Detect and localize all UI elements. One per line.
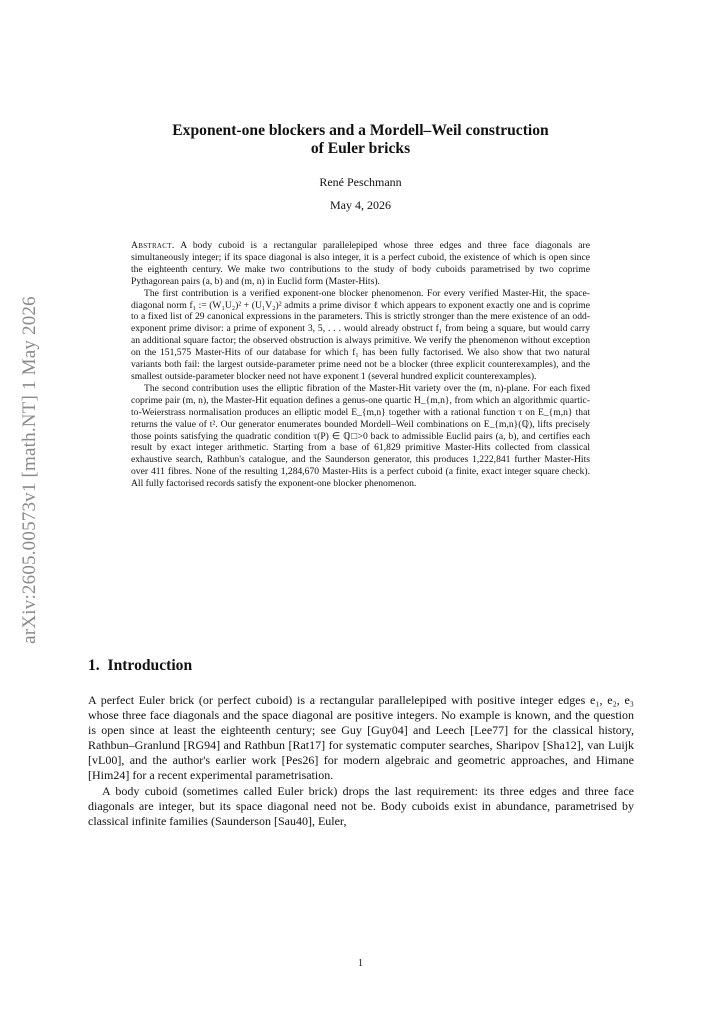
abstract-paragraph-2: The first contribution is a verified exponent-one blocker phenomenon. For every verified Master-Hit, the space-diagonal norm f₁ := (W₁U₂)² + (U₁V₂)² admits a prime divisor ℓ which appears to exponent exactly one and is coprime to a fixed list of 29 canonical expressions in the parameters. This is strictly stronger than the mere existence of an odd-exponent prime divisor: a prime of exponent 3, 5, . . . would already obstruct f₁ from being a square, but would carry an additional square factor; the observed obstruction is always primitive. We verify the phenomenon without exception on the 151,575 Master-Hits of our database for which f₁ has been fully factorised. We also show that two natural variants both fail: the largest outside-parameter prime need not be a blocker (three explicit counterexamples), and the smallest outside-parameter blocker need not have exponent 1 (several hundred explicit counterexamples). <box>131 287 590 382</box>
intro-paragraph-2: A body cuboid (sometimes called Euler brick) drops the last requirement: its three edges and three face diagonals are integer, but its space diagonal need not be. Body cuboids exist in abundance, parametrised by classical infinite families (Saunderson [Sau40], Euler, <box>88 783 634 828</box>
title-line-1: Exponent-one blockers and a Mordell–Weil construction <box>172 122 549 139</box>
abstract-paragraph-1 <box>131 240 590 288</box>
section-heading-introduction <box>88 657 192 675</box>
paper-title <box>100 122 621 158</box>
section-title: Introduction <box>107 657 193 674</box>
paper-date: May 4, 2026 <box>330 198 391 212</box>
intro-paragraph-1: A perfect Euler brick (or perfect cuboid) is a rectangular parallelepiped with positive integer edges e₁, e₂, e₃ whose three face diagonals and the space diagonal are positive integers. No example is known, and the question is open since at least the eighteenth century; see Guy [Guy04] and Leech [Lee77] for the classical history, Rathbun–Granlund [RG94] and Rathbun [Rat17] for systematic computer searches, Sharipov [Sha12], van Luijk [vL00], and the author's earlier work [Pes26] for modern algebraic and geometric approaches, and Himane [Him24] for a recent experimental parametrisation. <box>88 693 634 783</box>
abstract-label: Abstract. <box>131 240 175 251</box>
abstract-p1-text: A body cuboid is a rectangular parallelepiped whose three edges and three face diagonals are simultaneously integer; if its space diagonal is also integer, it is a perfect cuboid, the existence of which is open since the eighteenth century. We make two contributions to the study of body cuboids parametrised by two coprime Pythagorean pairs (a, b) and (m, n) in Euclid form (Master-Hits). <box>131 240 590 287</box>
arxiv-identifier: arXiv:2605.00573v1 [math.NT] 1 May 2026 <box>19 296 40 644</box>
introduction-body <box>88 693 634 829</box>
abstract <box>131 240 590 490</box>
section-number: 1. <box>88 657 100 674</box>
author-name: René Peschmann <box>319 175 402 189</box>
page-number: 1 <box>358 958 363 969</box>
title-line-2: of Euler bricks <box>310 140 411 157</box>
abstract-paragraph-3: The second contribution uses the elliptic fibration of the Master-Hit variety over the (m, n)-plane. For each fixed coprime pair (m, n), the Master-Hit equation defines a genus-one quartic H_{m,n}, from which an algorithmic quartic-to-Weierstrass normalisation produces an elliptic model E_{m,n} together with a rational function τ on E_{m,n} that returns the value of t². Our generator enumerates bounded Mordell–Weil combinations on E_{m,n}(ℚ), lifts precisely those points satisfying the quadratic condition τ(P) ∈ ℚ□>0 back to admissible Euclid pairs (a, b), and certifies each result by exact integer arithmetic. Starting from a base of 61,829 primitive Master-Hits collected from classical exhaustive search, Rathbun's catalogue, and the Saunderson generator, this produces 1,222,841 further Master-Hits over 411 fibres. None of the resulting 1,284,670 Master-Hits is a perfect cuboid (a finite, exact integer square check). All fully factorised records satisfy the exponent-one blocker phenomenon. <box>131 382 590 490</box>
